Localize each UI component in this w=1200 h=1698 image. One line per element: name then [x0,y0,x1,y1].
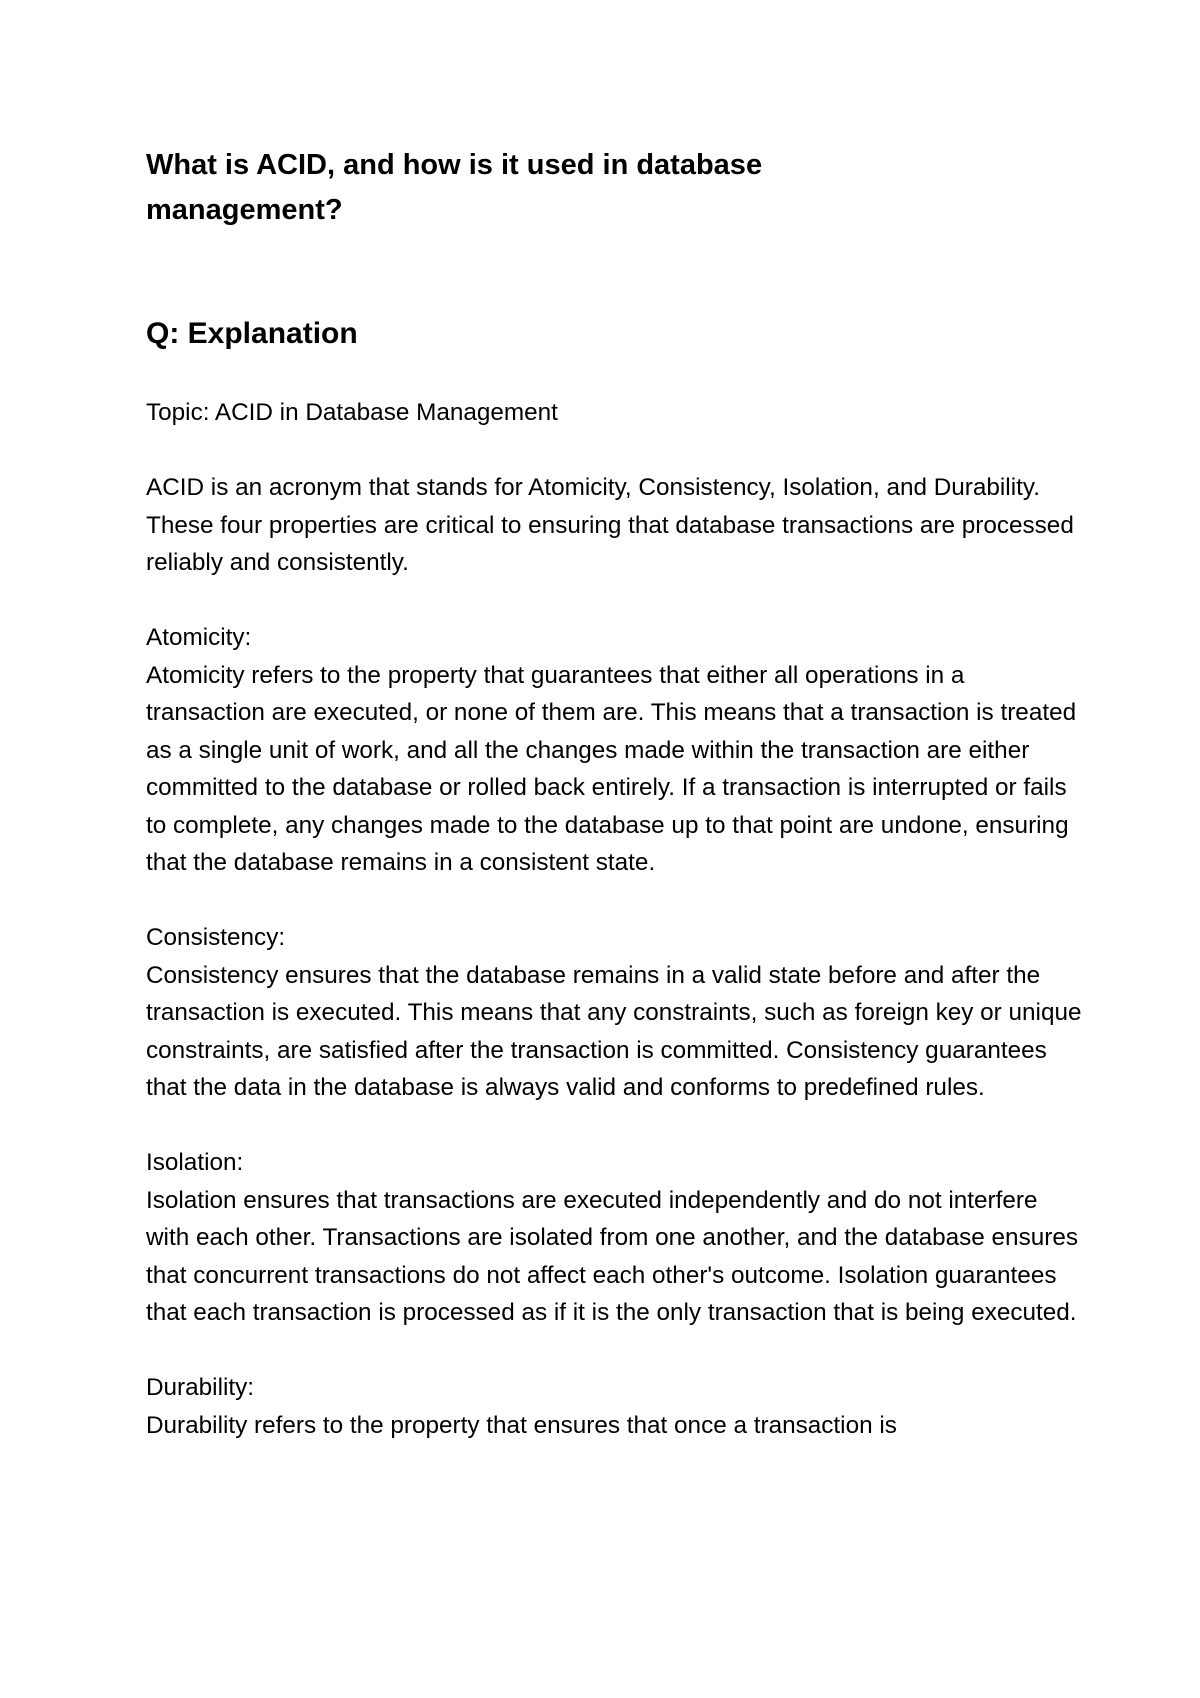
atomicity-term: Atomicity: [146,624,252,651]
section-heading: Q: Explanation [146,317,358,350]
durability-paragraph: Durability refers to the property that ensures that once a transaction is [146,1411,897,1439]
durability-term: Durability: [146,1374,255,1401]
atomicity-paragraph: Atomicity refers to the property that guarantees that either all operations in a transaction are executed, or none of them are. This means that a transaction is treated as a single unit of work, and all the changes made within the transaction are either committed to the database or rolled back entirely. If a transaction is interrupted or fails to complete, any changes made to the database up to that point are undone, ensuring that the database remains in a consistent state. [146,661,1077,876]
isolation-term: Isolation: [146,1149,244,1176]
consistency-paragraph: Consistency ensures that the database remains in a valid state before and after the transaction is executed. This means that any constraints, such as foreign key or unique constraints, are satisfied after the transaction is committed. Consistency guarantees that the data in the database is always valid and conforms to predefined rules. [146,961,1082,1101]
document-body [146,394,1086,1444]
topic-line: Topic: ACID in Database Management [146,399,558,426]
consistency-term: Consistency: [146,924,286,951]
isolation-paragraph: Isolation ensures that transactions are executed independently and do not interfere with each other. Transactions are isolated from one another, and the database ensures that concurrent transactions do not affect each other's outcome. Isolation guarantees that each transaction is processed as if it is the only transaction that is being executed. [146,1186,1078,1326]
document-title: What is ACID, and how is it used in database management? [146,149,763,226]
intro-paragraph: ACID is an acronym that stands for Atomicity, Consistency, Isolation, and Durability. These four properties are critical to ensuring that database transactions are processed reliably and consistently. [146,474,1074,576]
